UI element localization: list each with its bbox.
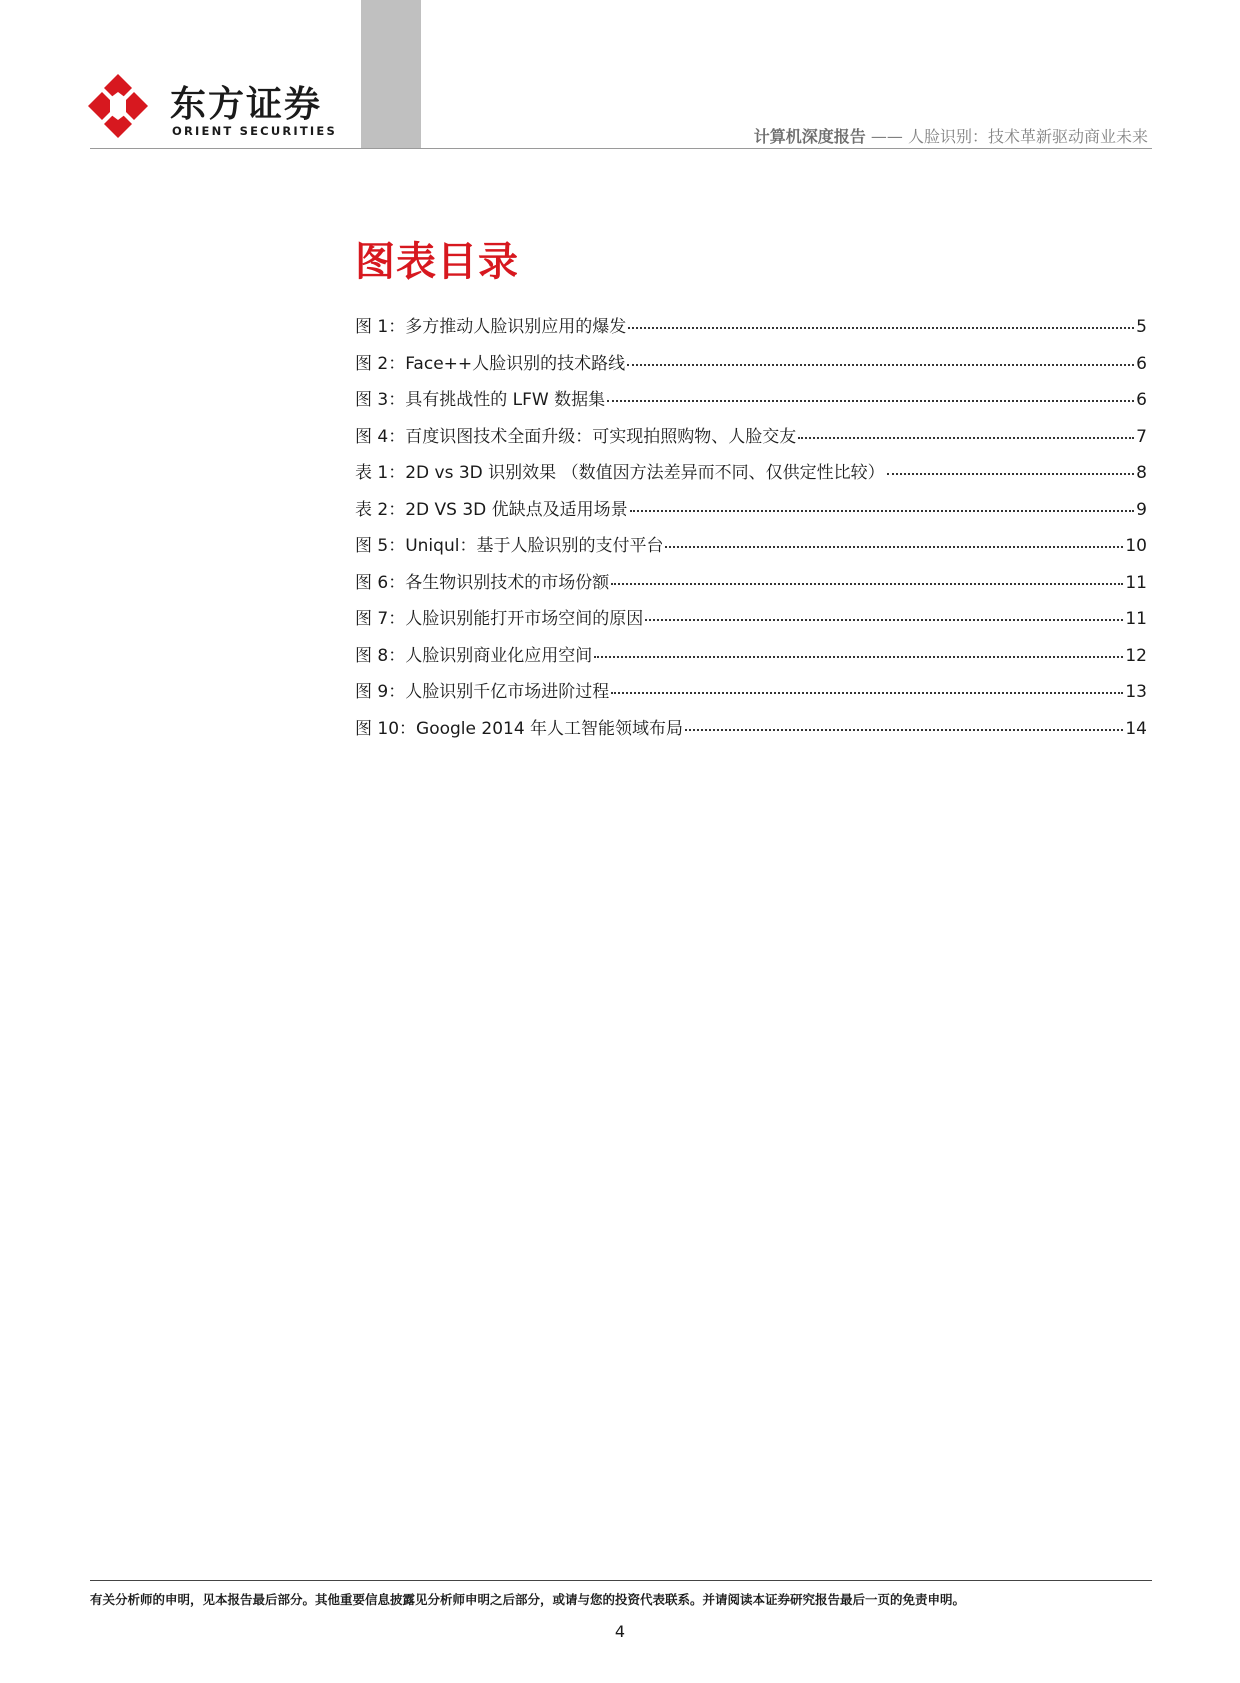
toc-entry-page: 8 xyxy=(1136,463,1147,483)
toc-leader-dots xyxy=(685,729,1123,731)
toc-entry-label: 表 2：2D VS 3D 优缺点及适用场景 xyxy=(355,499,628,520)
toc-leader-dots xyxy=(630,510,1135,512)
toc-leader-dots xyxy=(594,656,1123,658)
toc-entry[interactable] xyxy=(355,677,1147,714)
toc-entry-label: 图 3：具有挑战性的 LFW 数据集 xyxy=(355,390,606,410)
toc-entry-label: 图 7：人脸识别能打开市场空间的原因 xyxy=(355,609,644,629)
toc-leader-dots xyxy=(607,400,1134,402)
toc-entry[interactable] xyxy=(355,604,1147,641)
toc-leader-dots xyxy=(887,473,1135,475)
toc-title: 图表目录 xyxy=(355,239,519,285)
toc-entry[interactable] xyxy=(355,568,1147,605)
toc-entry-page: 14 xyxy=(1125,718,1147,739)
toc-leader-dots xyxy=(665,546,1123,548)
header-separator: —— xyxy=(870,127,903,146)
toc-leader-dots xyxy=(611,583,1123,585)
toc-entry[interactable] xyxy=(355,312,1147,349)
toc-entry-label: 图 6：各生物识别技术的市场份额 xyxy=(355,572,610,593)
report-title: 人脸识别：技术革新驱动商业未来 xyxy=(907,127,1148,146)
toc-entry-label: 图 4：百度识图技术全面升级：可实现拍照购物、人脸交友 xyxy=(355,426,797,447)
toc-entry-label: 表 1：2D vs 3D 识别效果 （数值因方法差异而不同、仅供定性比较） xyxy=(355,463,885,483)
toc-entry-label: 图 5：Uniqul：基于人脸识别的支付平台 xyxy=(355,536,664,556)
footer-divider xyxy=(90,1580,1152,1581)
orient-securities-logo xyxy=(86,72,336,142)
toc-list xyxy=(355,312,1147,750)
page-number: 4 xyxy=(614,1622,626,1641)
toc-entry-label: 图 2：Face++人脸识别的技术路线 xyxy=(355,353,626,374)
toc-entry[interactable] xyxy=(355,349,1147,386)
report-type: 计算机深度报告 xyxy=(753,127,866,146)
toc-leader-dots xyxy=(645,619,1123,621)
toc-leader-dots xyxy=(627,364,1134,366)
toc-entry[interactable] xyxy=(355,495,1147,532)
toc-leader-dots xyxy=(798,437,1134,439)
toc-entry[interactable] xyxy=(355,385,1147,422)
toc-entry-page: 11 xyxy=(1125,572,1147,593)
toc-entry-page: 6 xyxy=(1136,353,1147,374)
toc-leader-dots xyxy=(628,327,1134,329)
toc-entry-page: 5 xyxy=(1136,317,1147,337)
toc-entry-label: 图 8：人脸识别商业化应用空间 xyxy=(355,645,593,666)
toc-entry-page: 9 xyxy=(1136,499,1147,520)
header-gray-bar xyxy=(361,0,421,148)
toc-entry-page: 12 xyxy=(1125,645,1147,666)
orient-logo-icon xyxy=(86,72,150,140)
toc-leader-dots xyxy=(611,692,1123,694)
toc-entry-label: 图 1：多方推动人脸识别应用的爆发 xyxy=(355,317,627,337)
toc-entry-page: 7 xyxy=(1136,426,1147,447)
toc-entry-label: 图 10：Google 2014 年人工智能领域布局 xyxy=(355,718,684,739)
toc-entry-page: 11 xyxy=(1125,609,1147,629)
report-header xyxy=(754,124,1148,147)
toc-entry[interactable] xyxy=(355,641,1147,678)
toc-entry-page: 10 xyxy=(1125,536,1147,556)
logo-english-name: ORIENT SECURITIES xyxy=(172,124,337,138)
toc-entry[interactable] xyxy=(355,458,1147,495)
logo-chinese-name: 东方证券 xyxy=(170,84,323,125)
toc-entry[interactable] xyxy=(355,531,1147,568)
toc-entry-page: 13 xyxy=(1125,682,1147,702)
header-divider xyxy=(90,148,1152,149)
toc-entry-page: 6 xyxy=(1136,390,1147,410)
toc-entry-label: 图 9：人脸识别千亿市场进阶过程 xyxy=(355,682,610,702)
toc-entry[interactable] xyxy=(355,714,1147,751)
toc-entry[interactable] xyxy=(355,422,1147,459)
footer-disclaimer: 有关分析师的申明，见本报告最后部分。其他重要信息披露见分析师申明之后部分，或请与您的投资代表联系。并请阅读本证券研究报告最后一页的免责申明。 xyxy=(90,1592,966,1607)
